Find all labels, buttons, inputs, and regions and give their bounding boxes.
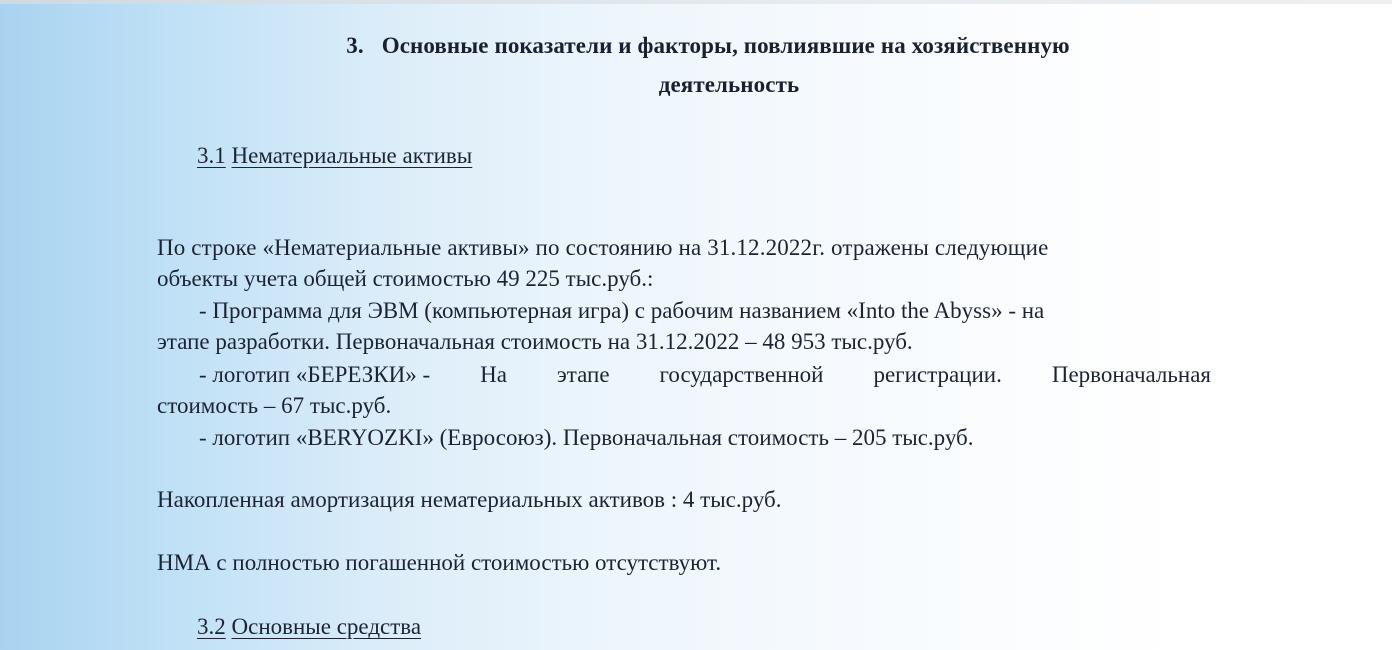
intro-paragraph: [157, 232, 1048, 294]
list-item-logo-eu: [199, 422, 974, 453]
subsection-title: Основные средства: [231, 614, 422, 639]
word: этапе: [556, 362, 610, 387]
amortization-paragraph: Накопленная амортизация нематериальных активов : 4 тыс.руб.: [157, 487, 782, 512]
subsection-heading-intangible-assets: [197, 143, 472, 169]
word: государственной: [659, 362, 824, 387]
list-item-line-1: - логотип «BERYOZKI» (Евросоюз). Первоначальная стоимость – 205 тыс.руб.: [199, 425, 974, 450]
intro-line-2: объекты учета общей стоимостью 49 225 тыс.руб.:: [157, 266, 654, 291]
subsection-number: 3.1: [197, 143, 226, 168]
section-number: 3.: [346, 33, 364, 58]
intro-line-1: По строке «Нематериальные активы» по состоянию на 31.12.2022г. отражены следующие: [157, 235, 1049, 260]
list-item-game-software: [199, 295, 1044, 326]
list-item-line-2: этапе разработки. Первоначальная стоимость на 31.12.2022 – 48 953 тыс.руб.: [157, 329, 913, 354]
fully-amortized-paragraph: НМА с полностью погашенной стоимостью отсутствуют.: [157, 550, 722, 575]
list-item-line-2: стоимость – 67 тыс.руб.: [157, 393, 392, 418]
list-item-line-1-justified: [199, 359, 1211, 390]
word: регистрации.: [873, 362, 1002, 387]
list-item-logo-ru: [199, 359, 1211, 390]
subsection-title: Нематериальные активы: [231, 143, 473, 168]
subsection-heading-fixed-assets: [197, 614, 421, 640]
word: Первоначальная: [1051, 362, 1211, 387]
section-heading: [12, 33, 1392, 59]
list-item-game-software-cont: [157, 326, 913, 357]
list-item-line-1: - Программа для ЭВМ (компьютерная игра) с рабочим названием «Into the Abyss» - на: [199, 298, 1045, 323]
word: На: [480, 362, 507, 387]
subsection-number: 3.2: [197, 614, 226, 639]
list-item-logo-ru-cont: [157, 390, 391, 421]
section-title-line-1: Основные показатели и факторы, повлиявшие на хозяйственную: [381, 33, 1070, 58]
section-title-line-2: деятельность: [658, 72, 800, 97]
word: - логотип «БЕРЕЗКИ» -: [199, 362, 431, 387]
